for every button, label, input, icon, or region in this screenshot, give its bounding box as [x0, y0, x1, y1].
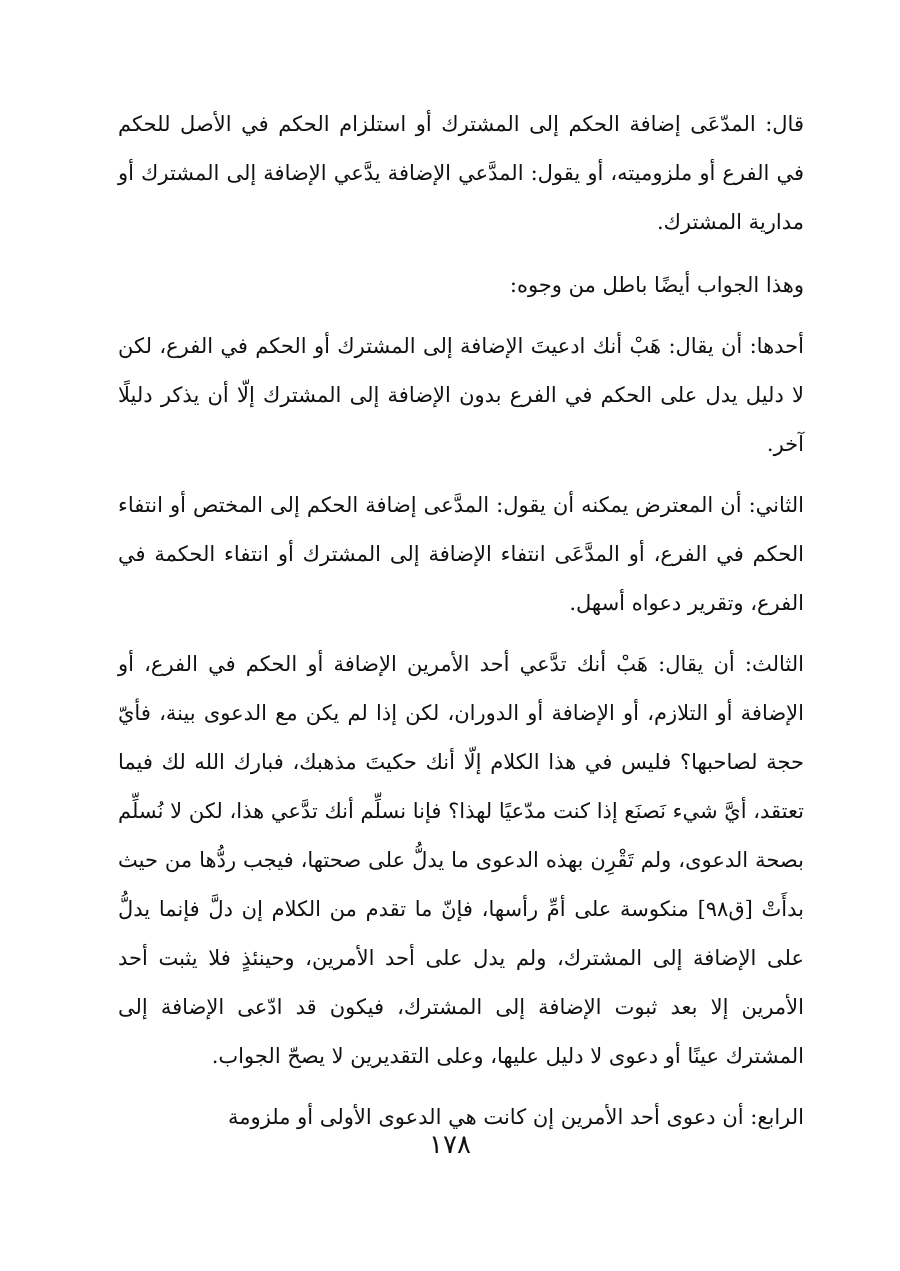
paragraph-fourth-point: الرابع: أن دعوى أحد الأمرين إن كانت هي الدعوى الأولى أو ملزومة — [228, 1105, 804, 1129]
paragraph-third-point: الثالث: أن يقال: هَبْ أنك تدَّعي أحد الأمرين الإضافة أو الحكم في الفرع، أو الإضافة أو التلازم، أو الإضافة أو الدوران، لكن إذا لم يكن مع الدعوى بينة، فأيّ حجة لصاحبها؟ فليس في هذا الكلام إلّا أنك حكيتَ مذهبك، فبارك الله لك فيما تعتقد، أيَّ شيء نَصنَع إذا كنت مدّعيًا لهذا؟ فإنا نسلِّم أنك تدَّعي هذا، لكن لا نُسلِّم بصحة الدعوى، ولم تَقْرِن بهذه الدعوى ما يدلُّ على صحتها، فيجب ردُّها من حيث بدأَتْ [ق٩٨] منكوسة على أمِّ رأسها، فإنّ ما تقدم من الكلام إن دلَّ فإنما يدلُّ على الإضافة إلى المشترك، ولم يدل على أحد الأمرين، وحينئذٍ فلا يثبت أحد الأمرين إلا بعد ثبوت الإضافة إلى المشترك، فيكون قد ادّعى الإضافة إلى المشترك عينًا أو دعوى لا دليل عليها، وعلى التقديرين لا يصحّ الجواب. — [118, 652, 804, 1068]
paragraph-first-point: أحدها: أن يقال: هَبْ أنك ادعيتَ الإضافة إلى المشترك أو الحكم في الفرع، لكن لا دليل يدل على الحكم في الفرع بدون الإضافة إلى المشترك إلّا أن يذكر دليلًا آخر. — [118, 334, 804, 456]
paragraph-intro: قال: المدّعَى إضافة الحكم إلى المشترك أو استلزام الحكم في الأصل للحكم في الفرع أو ملزوميته، أو يقول: المدَّعي الإضافة يدَّعي الإضافة إلى المشترك أو مدارية المشترك. — [118, 112, 804, 234]
paragraph-response-heading: وهذا الجواب أيضًا باطل من وجوه: — [509, 273, 804, 297]
page-number: ١٧٨ — [429, 1130, 471, 1160]
paragraph-second-point: الثاني: أن المعترض يمكنه أن يقول: المدَّعى إضافة الحكم إلى المختص أو انتفاء الحكم في الفرع، أو المدَّعَى انتفاء الإضافة إلى المشترك أو انتفاء الحكمة في الفرع، وتقرير دعواه أسهل. — [118, 493, 804, 615]
page-body — [118, 100, 804, 1154]
